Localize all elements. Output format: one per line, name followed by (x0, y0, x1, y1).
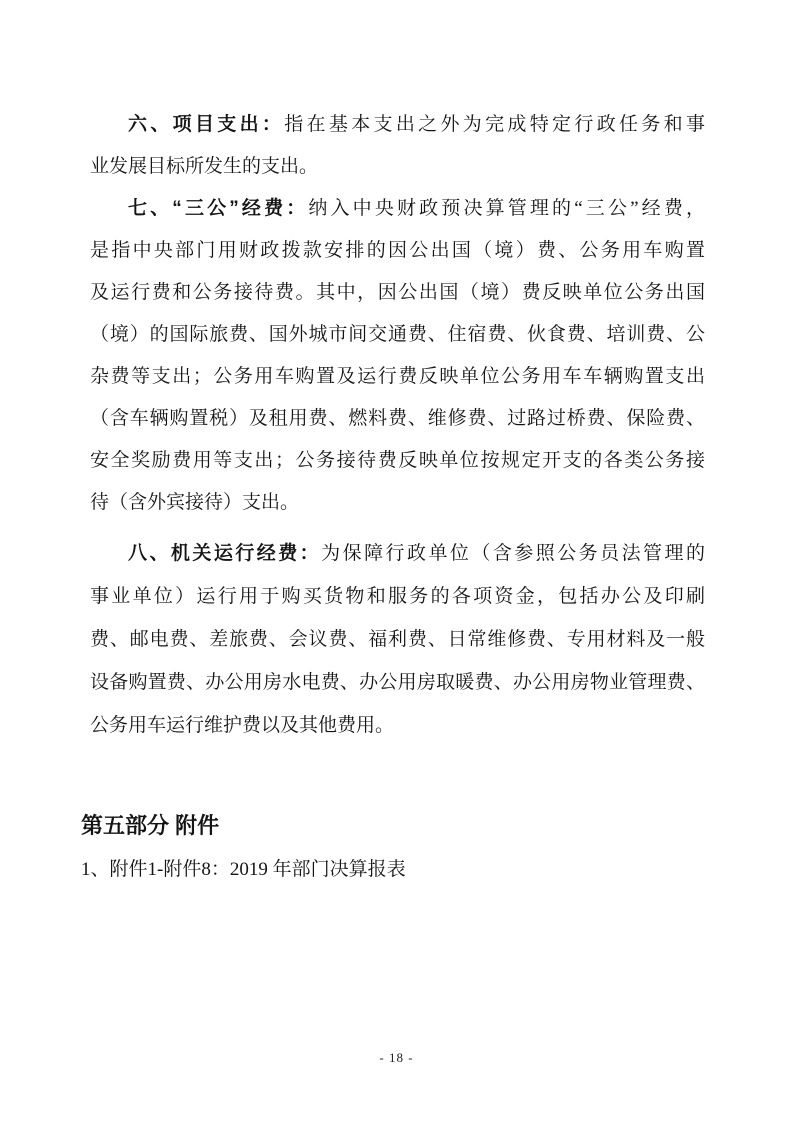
text-run: 指在基本支出之外为完成特定行政任务和事 (284, 114, 705, 135)
text-line: 设备购置费、办公用房水电费、办公用房取暖费、办公用房物业管理费、 (90, 672, 705, 693)
paragraph-lead: 八、机关运行经费： (128, 543, 322, 564)
text-line: 安全奖励费用等支出；公务接待费反映单位按规定开支的各类公务接 (90, 450, 705, 471)
paragraph-project-expenditure (90, 104, 705, 188)
text-line (90, 104, 705, 146)
text-line: （境）的国际旅费、国外城市间交通费、住宿费、伙食费、培训费、公 (90, 324, 705, 345)
text-line: 事业单位）运行用于购买货物和服务的各项资金，包括办公及印刷 (90, 586, 705, 607)
text-line: 待（含外宾接待）支出。 (90, 492, 300, 513)
text-line (90, 532, 705, 575)
text-line: 是指中央部门用财政拨款安排的因公出国（境）费、公务用车购置 (90, 240, 705, 261)
text-run: 纳入中央财政预决算管理的“三公”经费， (308, 198, 705, 219)
document-body (81, 104, 705, 885)
text-line: 业发展目标所发生的支出。 (90, 156, 319, 177)
attachment-list-item: 1、附件1-附件8：2019 年部门决算报表 (81, 859, 406, 880)
page-number: - 18 - (379, 1050, 414, 1065)
section-heading-part-five-attachments: 第五部分 附件 (81, 813, 220, 838)
text-line: 杂费等支出；公务用车购置及运行费反映单位公务用车车辆购置支出 (90, 366, 705, 387)
text-line: 公务用车运行维护费以及其他费用。 (90, 715, 395, 736)
paragraph-lead: 七、“三公”经费： (128, 198, 309, 219)
paragraph-agency-operating-funds (90, 532, 705, 747)
text-line (90, 188, 705, 230)
paragraph-three-public-funds (90, 188, 705, 524)
text-line: （含车辆购置税）及租用费、燃料费、维修费、过路过桥费、保险费、 (90, 408, 705, 429)
text-line: 及运行费和公务接待费。其中，因公出国（境）费反映单位公务出国 (90, 282, 705, 303)
paragraph-lead: 六、项目支出： (128, 114, 285, 135)
text-run: 为保障行政单位（含参照公务员法管理的 (321, 543, 705, 564)
text-line: 费、邮电费、差旅费、会议费、福利费、日常维修费、专用材料及一般 (90, 629, 705, 650)
